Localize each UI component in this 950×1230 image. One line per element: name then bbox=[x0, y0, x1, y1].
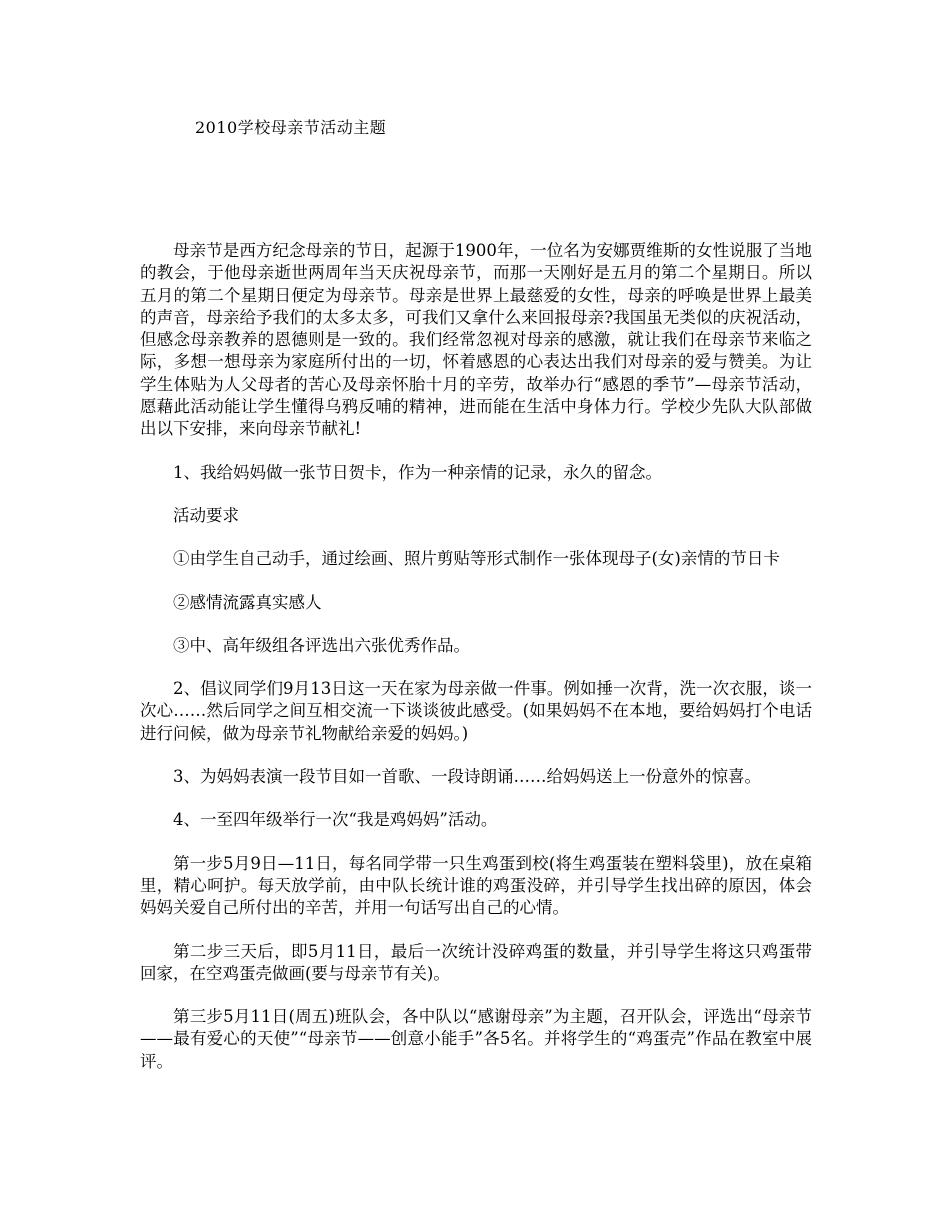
intro-paragraph: 母亲节是西方纪念母亲的节日，起源于1900年，一位名为安娜贾维斯的女性说服了当地的教会，于他母亲逝世两周年当天庆祝母亲节，而那一天刚好是五月的第二个星期日。所以五月的第二个星期日便定为母亲节。母亲是世界上最慈爱的女性，母亲的呼唤是世界上最美的声音，母亲给予我们的太多太多，可我们又拿什么来回报母亲?我国虽无类似的庆祝活动，但感念母亲教养的恩德则是一致的。我们经常忽视对母亲的感激，就让我们在母亲节来临之际，多想一想母亲为家庭所付出的一切，怀着感恩的心表达出我们对母亲的爱与赞美。为让学生体贴为人父母者的苦心及母亲怀胎十月的辛劳，故举办行“感恩的季节”—母亲节活动，愿藉此活动能让学生懂得乌鸦反哺的精神，进而能在生活中身体力行。学校少先队大队部做出以下安排，来向母亲节献礼! bbox=[140, 241, 812, 439]
step-3-paragraph: 第三步5月11日(周五)班队会，各中队以“感谢母亲”为主题，召开队会，评选出“母亲节——最有爱心的天使”“母亲节——创意小能手”各5名。并将学生的“鸡蛋壳”作品在教室中展评。 bbox=[140, 1007, 812, 1071]
requirement-2-paragraph: ②感情流露真实感人 bbox=[173, 592, 322, 612]
item-3-paragraph: 3、为妈妈表演一段节目如一首歌、一段诗朗诵……给妈妈送上一份意外的惊喜。 bbox=[173, 767, 761, 787]
item-4-paragraph: 4、一至四年级举行一次“我是鸡妈妈”活动。 bbox=[173, 810, 498, 830]
item-2-paragraph: 2、倡议同学们9月13日这一天在家为母亲做一件事。例如捶一次背，洗一次衣服，谈一次心……然后同学之间互相交流一下谈谈彼此感受。(如果妈妈不在本地，要给妈妈打个电话进行问候，做为母亲节礼物献给亲爱的妈妈。) bbox=[140, 679, 812, 743]
requirement-3-paragraph: ③中、高年级组各评选出六张优秀作品。 bbox=[173, 635, 470, 655]
requirement-1-paragraph: ①由学生自己动手，通过绘画、照片剪贴等形式制作一张体现母子(女)亲情的节日卡 bbox=[173, 549, 780, 569]
step-1-paragraph: 第一步5月9日—11日，每名同学带一只生鸡蛋到校(将生鸡蛋装在塑料袋里)，放在桌箱里，精心呵护。每天放学前，由中队长统计谁的鸡蛋没碎，并引导学生找出碎的原因，体会妈妈关爱自己所付出的辛苦，并用一句话写出自己的心情。 bbox=[140, 853, 812, 918]
step-2-paragraph: 第二步三天后，即5月11日，最后一次统计没碎鸡蛋的数量，并引导学生将这只鸡蛋带回家，在空鸡蛋壳做画(要与母亲节有关)。 bbox=[140, 941, 812, 983]
document-title: 2010学校母亲节活动主题 bbox=[195, 118, 387, 137]
document-body bbox=[140, 240, 812, 1094]
item-1-paragraph: 1、我给妈妈做一张节日贺卡，作为一种亲情的记录，永久的留念。 bbox=[173, 462, 662, 482]
activity-requirements-heading: 活动要求 bbox=[173, 505, 239, 525]
